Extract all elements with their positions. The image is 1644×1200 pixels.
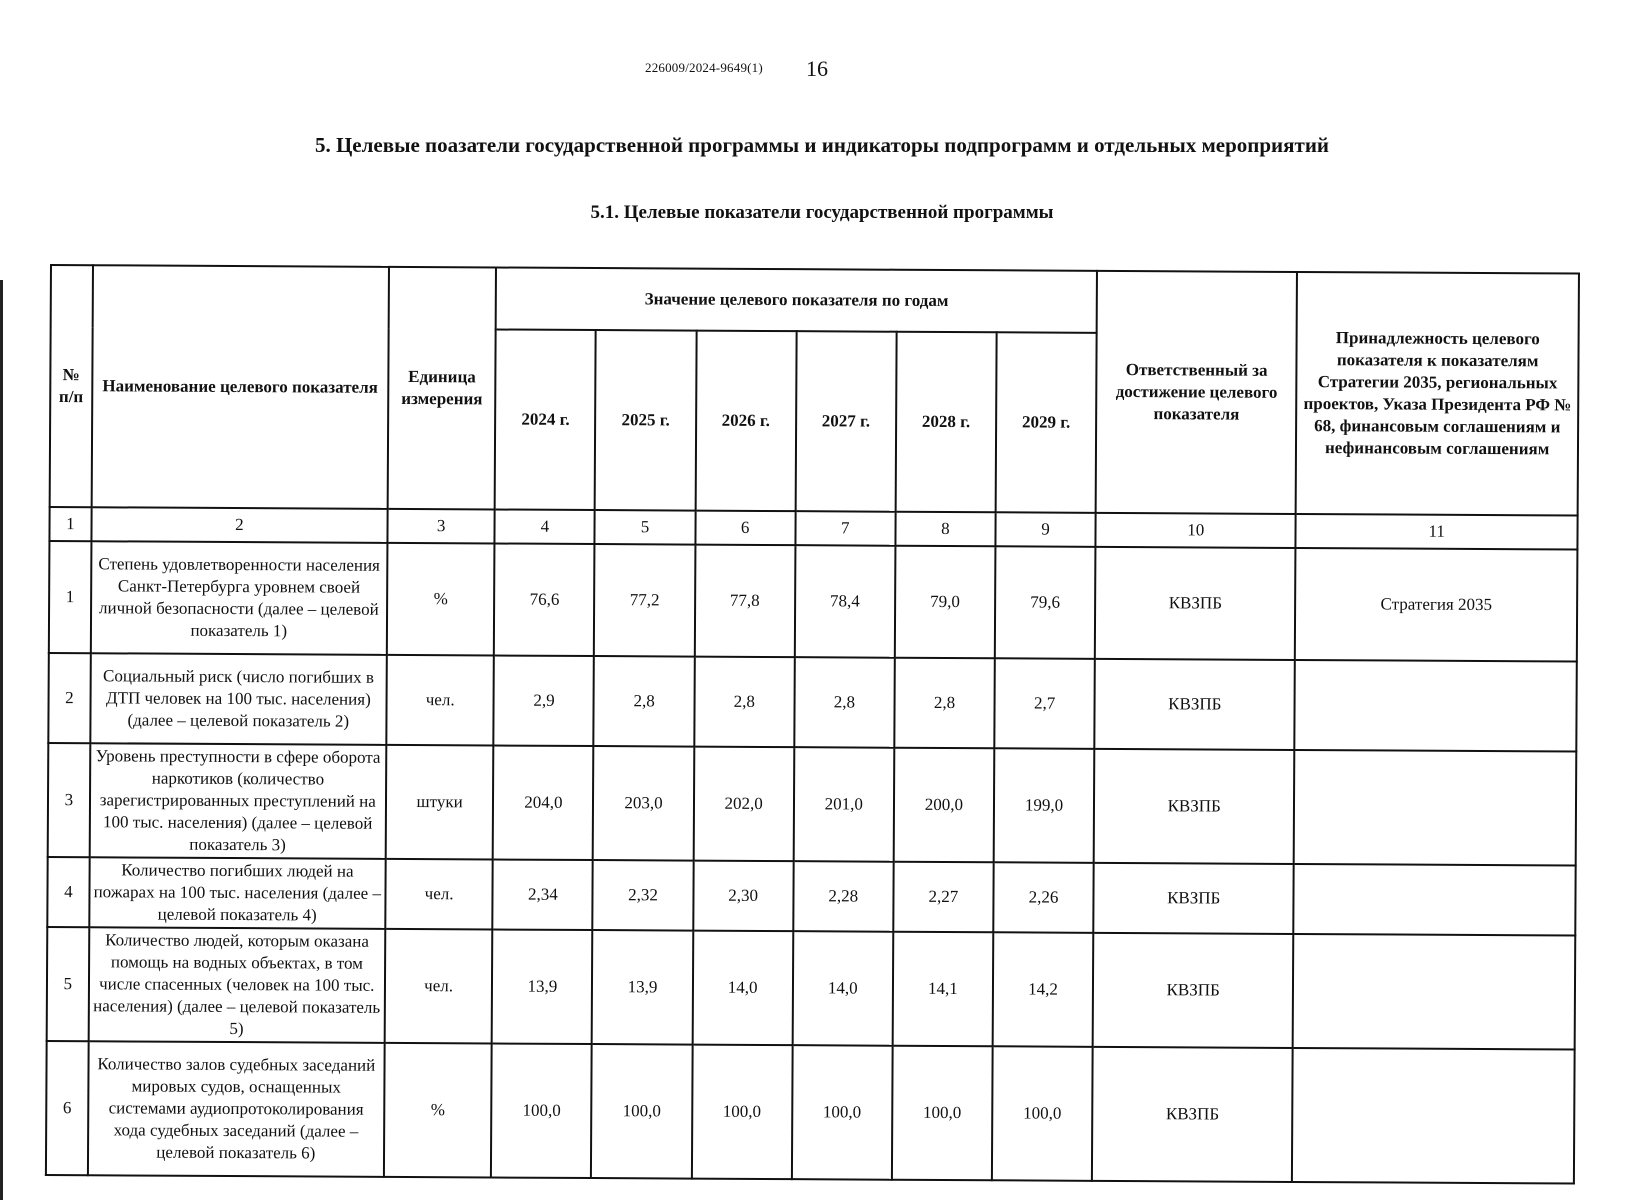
indicator-name: Социальный риск (число погибших в ДТП человек на 100 тыс. населения) (далее – целевой показатель 2) [90, 653, 387, 745]
indicator-unit: % [387, 543, 495, 656]
row-number: 5 [47, 927, 89, 1041]
column-number: 1 [49, 507, 91, 541]
value-cell: 100,0 [691, 1045, 792, 1180]
belonging-cell: Стратегия 2035 [1295, 548, 1577, 662]
header-year: 2025 г. [595, 330, 696, 511]
indicator-unit: чел. [385, 929, 493, 1044]
document-id: 226009/2024-9649(1) [645, 60, 763, 75]
value-cell: 76,6 [494, 543, 595, 656]
column-number: 2 [91, 507, 387, 543]
column-number: 3 [387, 509, 495, 544]
value-cell: 14,2 [993, 932, 1094, 1047]
value-cell: 13,9 [592, 930, 693, 1045]
value-cell: 78,4 [795, 545, 896, 658]
column-number: 4 [495, 509, 595, 544]
responsible-cell: КВЗПБ [1092, 1047, 1293, 1182]
responsible-cell: КВЗПБ [1093, 863, 1294, 934]
value-cell: 2,30 [693, 861, 794, 932]
value-cell: 201,0 [793, 747, 894, 862]
indicator-unit: чел. [385, 859, 493, 930]
header-unit: Единица измерения [388, 267, 497, 510]
table-row [47, 927, 1576, 1050]
header-years-group: Значение целевого показателя по годам [496, 267, 1097, 332]
column-number: 10 [1096, 513, 1296, 548]
table-row [48, 653, 1576, 752]
value-cell: 14,1 [892, 932, 993, 1047]
value-cell: 2,7 [994, 658, 1095, 749]
value-cell: 77,8 [694, 545, 795, 658]
value-cell: 14,0 [792, 931, 893, 1046]
indicator-unit: чел. [386, 655, 494, 746]
row-number: 2 [48, 653, 90, 743]
value-cell: 100,0 [491, 1043, 592, 1178]
table-row [49, 541, 1578, 662]
value-cell: 100,0 [992, 1046, 1093, 1181]
value-cell: 100,0 [792, 1045, 893, 1180]
indicator-unit: штуки [386, 745, 494, 860]
section-heading: 5. Целевые поазатели государственной программы и индикаторы подпрограмм и отдельных мероприятий [314, 133, 1330, 157]
table-row [48, 743, 1577, 866]
subsection-heading: 5.1. Целевые показатели государственной программы [590, 202, 1054, 223]
value-cell: 2,8 [894, 658, 995, 749]
responsible-cell: КВЗПБ [1094, 749, 1295, 864]
value-cell: 204,0 [493, 745, 594, 860]
scan-edge-line [0, 280, 3, 1200]
row-number: 1 [49, 541, 91, 653]
value-cell: 2,28 [793, 861, 894, 932]
value-cell: 2,27 [893, 862, 994, 933]
header-year: 2024 г. [495, 329, 596, 510]
value-cell: 2,9 [494, 655, 595, 746]
value-cell: 2,8 [594, 656, 695, 747]
belonging-cell [1293, 934, 1575, 1050]
responsible-cell: КВЗПБ [1095, 547, 1296, 660]
responsible-cell: КВЗПБ [1094, 659, 1295, 750]
indicator-name: Количество залов судебных заседаний мировых судов, оснащенных системами аудиопротоколирования хода судебных заседаний (далее – целевой показатель 6) [88, 1041, 385, 1177]
header-belonging: Принадлежность целевого показателя к показателям Стратегии 2035, региональных проектов, Указа Президента РФ № 68, финансовым соглашениям и нефинансовым соглашениям [1296, 272, 1579, 516]
value-cell: 203,0 [593, 746, 694, 861]
row-number: 3 [48, 743, 90, 857]
page-number: 16 [806, 56, 828, 81]
value-cell: 202,0 [693, 747, 794, 862]
indicator-name: Количество погибших людей на пожарах на 100 тыс. населения (далее – целевой показатель 4) [89, 857, 386, 929]
column-number: 5 [595, 510, 695, 545]
value-cell: 79,6 [995, 546, 1096, 659]
value-cell: 100,0 [892, 1046, 993, 1181]
column-number: 9 [995, 512, 1095, 547]
value-cell: 2,8 [794, 657, 895, 748]
header-year: 2029 г. [996, 332, 1097, 513]
value-cell: 2,8 [694, 657, 795, 748]
value-cell: 13,9 [492, 929, 593, 1044]
header-responsible: Ответственный за достижение целевого показателя [1096, 271, 1298, 514]
row-number: 4 [47, 857, 89, 927]
table-row [47, 857, 1575, 936]
table-row [46, 1041, 1575, 1184]
header-year: 2028 г. [895, 332, 996, 513]
row-number: 6 [46, 1041, 88, 1175]
column-number: 7 [795, 511, 895, 546]
column-number: 11 [1296, 514, 1578, 550]
indicator-name: Количество людей, которым оказана помощь на водных объектах, в том числе спасенных (человек на 100 тыс. населения) (далее – целевой показатель 5) [88, 927, 385, 1043]
belonging-cell [1295, 660, 1577, 752]
value-cell: 2,34 [493, 859, 594, 930]
value-cell: 2,32 [593, 860, 694, 931]
belonging-cell [1292, 1048, 1574, 1184]
belonging-cell [1294, 864, 1576, 936]
target-indicators-table [45, 264, 1580, 1185]
value-cell: 79,0 [895, 546, 996, 659]
value-cell: 199,0 [994, 748, 1095, 863]
column-number: 6 [695, 511, 795, 546]
value-cell: 2,26 [993, 862, 1094, 933]
indicator-name: Уровень преступности в сфере оборота наркотиков (количество зарегистрированных преступлений на 100 тыс. населения) (далее – целевой показатель 3) [89, 743, 386, 859]
value-cell: 14,0 [692, 931, 793, 1046]
header-num: № п/п [50, 265, 93, 507]
header-year: 2026 г. [695, 331, 796, 512]
value-cell: 100,0 [591, 1044, 692, 1179]
belonging-cell [1294, 750, 1576, 866]
indicator-unit: % [384, 1043, 492, 1178]
header-name: Наименование целевого показателя [91, 265, 389, 509]
column-number: 8 [895, 512, 995, 547]
value-cell: 200,0 [894, 748, 995, 863]
responsible-cell: КВЗПБ [1093, 933, 1294, 1048]
value-cell: 77,2 [594, 544, 695, 657]
header-year: 2027 г. [795, 331, 896, 512]
indicator-name: Степень удовлетворенности населения Санкт-Петербурга уровнем своей личной безопасности (далее – целевой показатель 1) [91, 541, 388, 655]
